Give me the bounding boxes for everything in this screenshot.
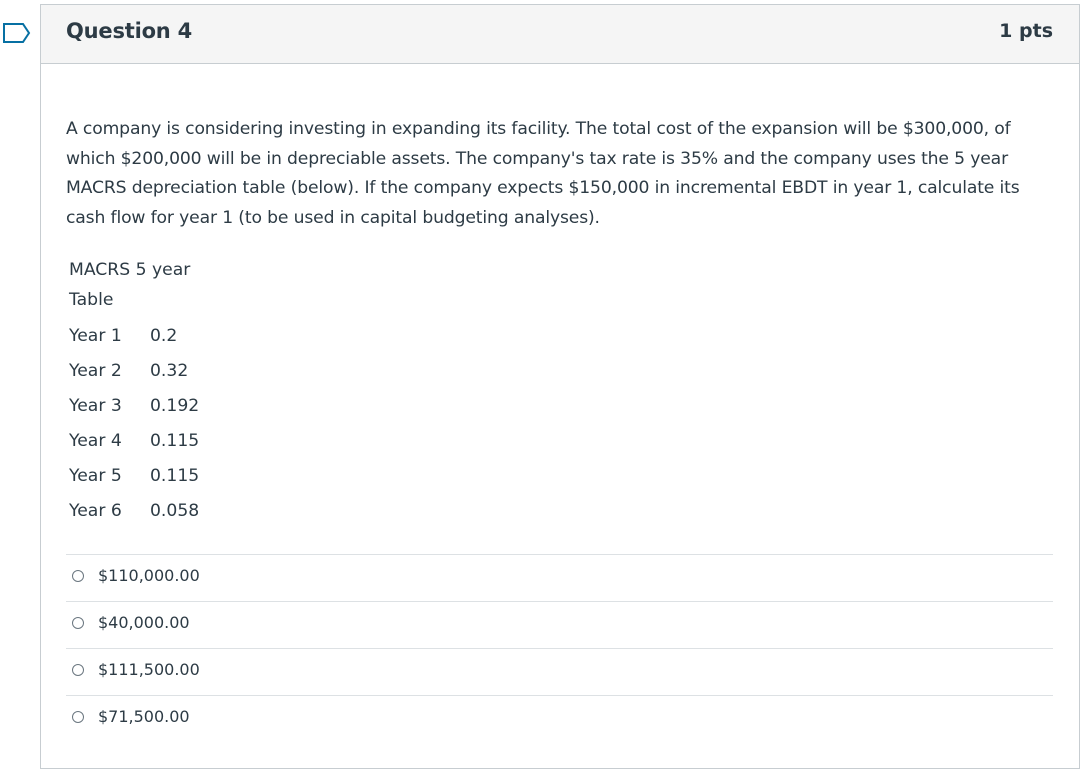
answer-option[interactable]	[66, 648, 1053, 695]
answer-label[interactable]: $111,500.00	[98, 660, 200, 679]
table-row	[69, 388, 209, 423]
radio-button[interactable]	[72, 664, 84, 676]
answer-label[interactable]: $40,000.00	[98, 613, 190, 632]
answer-option[interactable]	[66, 695, 1053, 742]
table-rate-cell: 0.2	[150, 325, 178, 346]
question-title: Question 4	[66, 19, 193, 43]
table-year-cell: Year 2	[69, 360, 122, 381]
table-rate-cell: 0.115	[150, 465, 200, 486]
table-row	[69, 423, 209, 458]
question-header	[41, 5, 1079, 64]
macrs-table	[69, 255, 209, 528]
table-rate-cell: 0.32	[150, 360, 189, 381]
radio-button[interactable]	[72, 570, 84, 582]
table-year-cell: Year 5	[69, 465, 122, 486]
bookmark-flag-icon[interactable]	[2, 22, 32, 44]
answer-list	[66, 554, 1053, 742]
table-rate-cell: 0.192	[150, 395, 200, 416]
question-card	[40, 4, 1080, 769]
table-year-cell: Year 3	[69, 395, 122, 416]
question-points: 1 pts	[999, 20, 1053, 42]
answer-label[interactable]: $110,000.00	[98, 566, 200, 585]
table-row	[69, 318, 209, 353]
question-body	[66, 115, 1061, 521]
table-year-cell: Year 6	[69, 500, 122, 521]
radio-button[interactable]	[72, 711, 84, 723]
table-row	[69, 458, 209, 493]
table-rate-cell: 0.115	[150, 430, 200, 451]
table-row	[69, 353, 209, 388]
question-text: A company is considering investing in expanding its facility. The total cost of the expansion will be $300,000, of which $200,000 will be in depreciable assets. The company's tax rate is 35% and the company uses the 5 year MACRS depreciation table (below). If the company expects $150,000 in incremental EBDT in year 1, calculate its cash flow for year 1 (to be used in capital budgeting analyses).	[66, 119, 1020, 228]
table-year-cell: Year 1	[69, 325, 122, 346]
table-year-cell: Year 4	[69, 430, 122, 451]
radio-button[interactable]	[72, 617, 84, 629]
answer-option[interactable]	[66, 554, 1053, 601]
table-row	[69, 493, 209, 528]
answer-option[interactable]	[66, 601, 1053, 648]
answer-label[interactable]: $71,500.00	[98, 707, 190, 726]
table-rate-cell: 0.058	[150, 500, 200, 521]
macrs-table-caption: MACRS 5 year Table	[69, 260, 191, 310]
